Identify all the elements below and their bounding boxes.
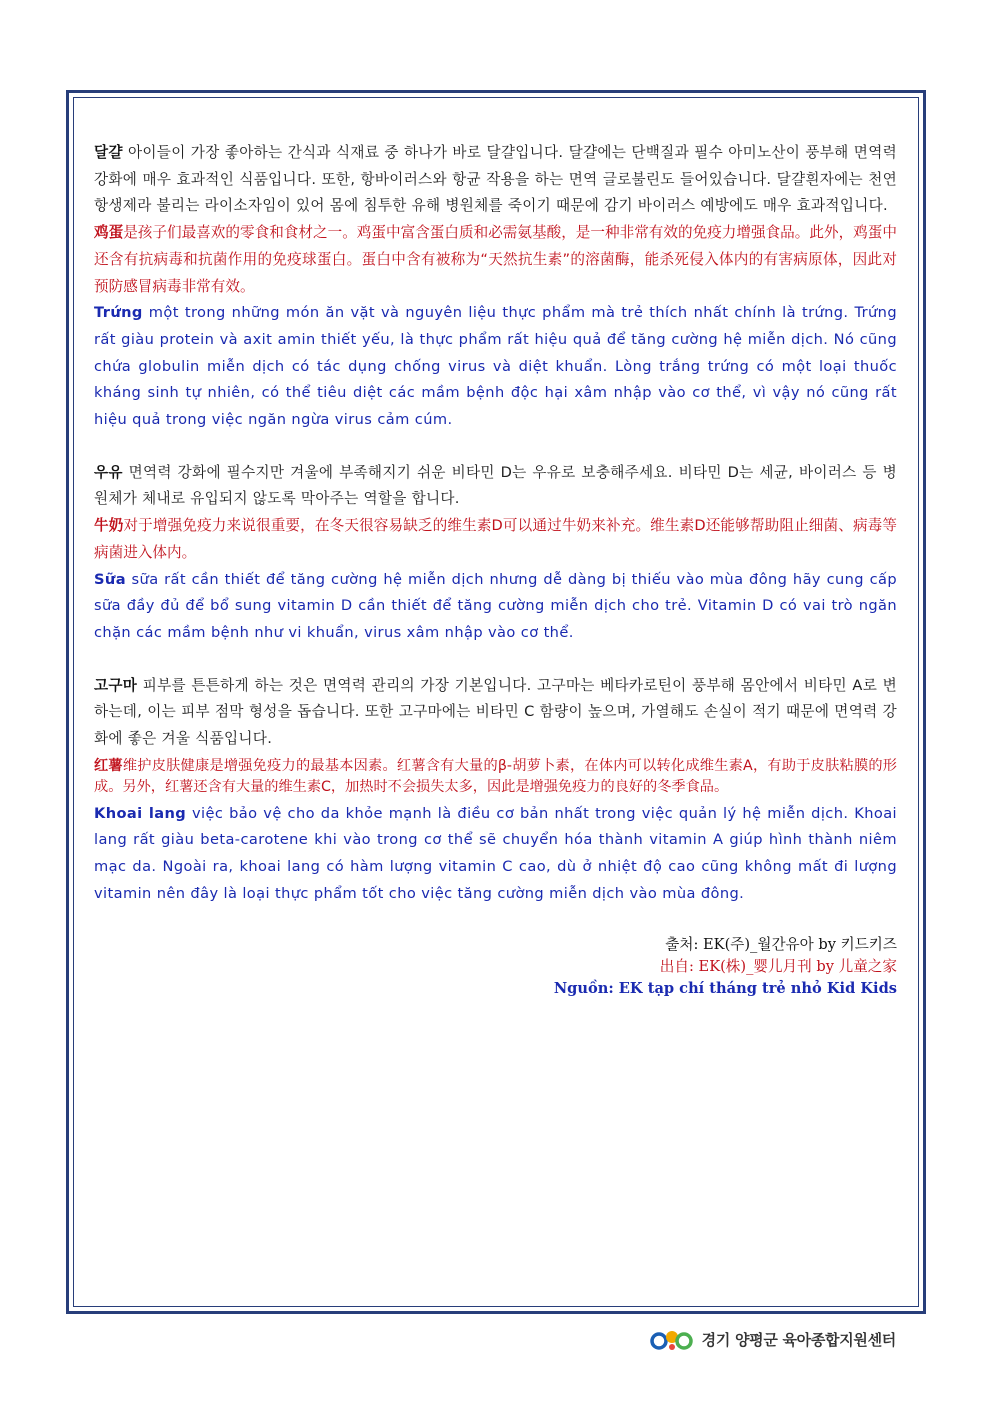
egg-chinese-text: 是孩子们最喜欢的零食和食材之一。鸡蛋中富含蛋白质和必需氨基酸，是一种非常有效的免疫力增强食品。此外，鸡蛋中还含有抗病毒和抗菌作用的免疫球蛋白。蛋白中含有被称为“天然抗生素”的溶菌酶，能杀死侵入体内的有害病原体，因此对预防感冒病毒非常有效。: [94, 224, 897, 295]
section-spacer: [94, 647, 897, 673]
sweet-potato-chinese-text: 维护皮肤健康是增强免疫力的最基本因素。红薯含有大量的β-胡萝卜素，在体内可以转化成维生素A，有助于皮肤粘膜的形成。另外，红薯还含有大量的维生素C，加热时不会损失太多，因此是增强免疫力的良好的冬季食品。: [94, 757, 897, 795]
section-spacer: [94, 434, 897, 460]
milk-korean-paragraph: [94, 460, 897, 513]
document-body: [94, 140, 897, 1000]
sweet-potato-vietnamese-keyword: Khoai lang: [94, 804, 187, 822]
sweet-potato-korean-keyword: 고구마: [94, 676, 138, 694]
milk-chinese-keyword: 牛奶: [94, 517, 124, 535]
milk-korean-keyword: 우유: [94, 463, 123, 481]
sweet-potato-vietnamese-text: việc bảo vệ cho da khỏe mạnh là điều cơ bản nhất trong việc quản lý hệ miễn dịch. Khoai lang rất giàu beta-carotene khi vào trong cơ thể sẽ chuyển hóa thành vitamin A giúp hình thành niêm mạc da. Ngoài ra, khoai lang có hàm lượng vitamin C cao, dù ở nhiệt độ cao cũng không mất đi lượng vitamin nên đây là loại thực phẩm tốt cho việc tăng cường miễn dịch vào mùa đông.: [94, 804, 898, 902]
milk-vietnamese-paragraph: [94, 567, 897, 647]
sweet-potato-vietnamese-paragraph: [94, 801, 897, 908]
milk-chinese-paragraph: [94, 513, 897, 566]
section-egg: [94, 140, 897, 434]
source-chinese: 出自: EK(株)_婴儿月刊 by 儿童之家: [659, 957, 897, 975]
section-milk: [94, 460, 897, 647]
egg-korean-text: 아이들이 가장 좋아하는 간식과 식재료 중 하나가 바로 달걀입니다. 달걀에는 단백질과 필수 아미노산이 풍부해 면역력 강화에 매우 효과적인 식품입니다. 또한, 항바이러스와 항균 작용을 하는 면역 글로불린도 들어있습니다. 달걀흰자에는 천연 항생제라 불리는 라이소자임이 있어 몸에 침투한 유해 병원체를 죽이기 때문에 감기 바이러스 예방에도 매우 효과적입니다.: [94, 144, 897, 215]
egg-korean-keyword: 달걀: [94, 144, 123, 161]
footer: [650, 1326, 896, 1352]
milk-chinese-text: 对于增强免疫力来说很重要，在冬天很容易缺乏的维生素D可以通过牛奶来补充。维生素D还能够帮助阻止细菌、病毒等病菌进入体内。: [94, 517, 897, 561]
sweet-potato-korean-paragraph: [94, 673, 897, 753]
source-attribution: [94, 934, 897, 1000]
sweet-potato-chinese-paragraph: [94, 756, 897, 798]
organization-name: 경기 양평군 육아종합지원센터: [701, 1330, 896, 1349]
sweet-potato-korean-text: 피부를 튼튼하게 하는 것은 면역력 관리의 가장 기본입니다. 고구마는 베타카로틴이 풍부해 몸안에서 비타민 A로 변하는데, 이는 피부 점막 형성을 돕습니다. 또한 고구마에는 비타민 C 함량이 높으며, 가열해도 손실이 적기 때문에 면역력 강화에 좋은 겨울 식품입니다.: [94, 676, 897, 748]
sweet-potato-chinese-keyword: 红薯: [94, 757, 123, 774]
egg-vietnamese-paragraph: [94, 300, 897, 434]
egg-chinese-keyword: 鸡蛋: [94, 224, 124, 242]
source-vietnamese: Nguồn: EK tạp chí tháng trẻ nhỏ Kid Kids: [553, 979, 897, 997]
egg-vietnamese-text: một trong những món ăn vặt và nguyên liệu thực phẩm mà trẻ thích nhất chính là trứng. Trứng rất giàu protein và axit amin thiết yếu, là thực phẩm rất hiệu quả để tăng cường hệ miễn dịch. Nó cũng chứa globulin miễn dịch có tác dụng chống virus và diệt khuẩn. Lòng trắng trứng có một loại thuốc kháng sinh tự nhiên, có thể tiêu diệt các mầm bệnh độc hại xâm nhập vào cơ thể, vì vậy nó cũng rất hiệu quả trong việc ngăn ngừa virus cảm cúm.: [94, 304, 897, 429]
section-sweet-potato: [94, 673, 897, 908]
milk-vietnamese-text: sữa rất cần thiết để tăng cường hệ miễn dịch nhưng dễ dàng bị thiếu vào mùa đông hãy cung cấp sữa đầy đủ để bổ sung vitamin D cần thiết để tăng cường miễn dịch cho trẻ. Vitamin D có vai trò ngăn chặn các mầm bệnh như vi khuẩn, virus xâm nhập vào cơ thể.: [94, 570, 897, 641]
milk-korean-text: 면역력 강화에 필수지만 겨울에 부족해지기 쉬운 비타민 D는 우유로 보충해주세요. 비타민 D는 세균, 바이러스 등 병원체가 체내로 유입되지 않도록 막아주는 역할을 합니다.: [94, 463, 897, 508]
center-logo-icon: [650, 1326, 696, 1352]
egg-vietnamese-keyword: Trứng: [94, 304, 143, 322]
milk-vietnamese-keyword: Sữa: [94, 570, 126, 588]
source-korean: 출처: EK(주)_월간유아 by 키드키즈: [665, 935, 897, 953]
egg-korean-paragraph: [94, 140, 897, 220]
egg-chinese-paragraph: [94, 220, 897, 300]
